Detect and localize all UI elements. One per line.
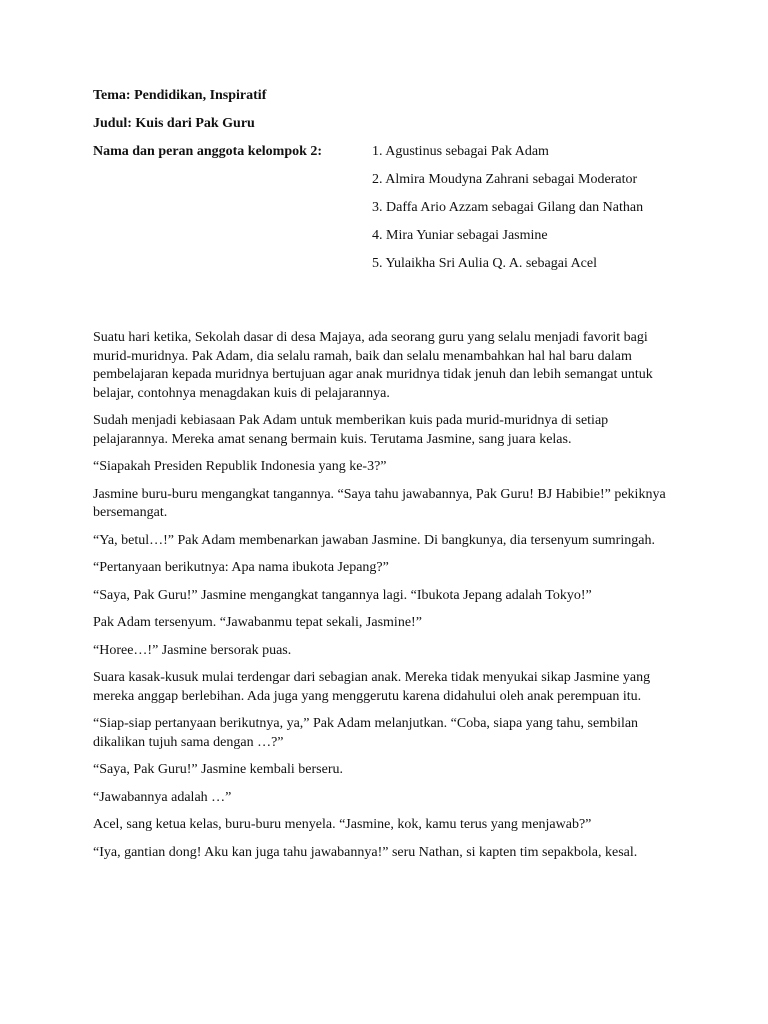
paragraph: “Saya, Pak Guru!” Jasmine mengangkat tangannya lagi. “Ibukota Jepang adalah Tokyo!”	[93, 587, 592, 603]
paragraph: “Pertanyaan berikutnya: Apa nama ibukota Jepang?”	[93, 560, 389, 575]
paragraph: “Saya, Pak Guru!” Jasmine kembali berseru.	[93, 762, 343, 777]
paragraph: Suatu hari ketika, Sekolah dasar di desa Majaya, ada seorang guru yang selalu menjadi favorit bagi murid-muridnya. Pak Adam, dia selalu ramah, baik dan selalu menambahkan hal hal baru dalam pembelajaran kepada muridnya bertujuan agar anak muridnya tidak jenuh dan lebih semangat untuk belajar, contohnya menagdakan kuis di pelajarannya.	[93, 330, 653, 401]
member-item: 2. Almira Moudyna Zahrani sebagai Moderator	[372, 172, 638, 187]
paragraph: Jasmine buru-buru mengangkat tangannya. “Saya tahu jawabannya, Pak Guru! BJ Habibie!” pekiknya bersemangat.	[93, 486, 666, 520]
theme-line: Tema: Pendidikan, Inspiratif	[93, 88, 267, 103]
member-item: 1. Agustinus sebagai Pak Adam	[372, 144, 549, 159]
paragraph: “Siapakah Presiden Republik Indonesia yang ke-3?”	[93, 459, 387, 474]
paragraph: Acel, sang ketua kelas, buru-buru menyela. “Jasmine, kok, kamu terus yang menjawab?”	[93, 817, 592, 832]
story-body	[93, 329, 683, 871]
paragraph: Sudah menjadi kebiasaan Pak Adam untuk memberikan kuis pada murid-muridnya di setiap pelajarannya. Mereka amat senang bermain kuis. Terutama Jasmine, sang juara kelas.	[93, 413, 609, 447]
members-label: Nama dan peran anggota kelompok 2:	[93, 144, 323, 159]
member-item: 3. Daffa Ario Azzam sebagai Gilang dan Nathan	[372, 200, 644, 215]
paragraph: “Ya, betul…!” Pak Adam membenarkan jawaban Jasmine. Di bangkunya, dia tersenyum sumringah.	[93, 532, 655, 548]
title-line: Judul: Kuis dari Pak Guru	[93, 116, 255, 131]
paragraph: Pak Adam tersenyum. “Jawabanmu tepat sekali, Jasmine!”	[93, 615, 422, 630]
member-item: 5. Yulaikha Sri Aulia Q. A. sebagai Acel	[372, 256, 597, 271]
member-item: 4. Mira Yuniar sebagai Jasmine	[372, 228, 548, 243]
paragraph: Suara kasak-kusuk mulai terdengar dari sebagian anak. Mereka tidak menyukai sikap Jasmine yang mereka anggap berlebihan. Ada juga yang menggerutu karena didahului oleh anak perempuan itu.	[93, 670, 651, 704]
paragraph: “Siap-siap pertanyaan berikutnya, ya,” Pak Adam melanjutkan. “Coba, siapa yang tahu, sembilan dikalikan tujuh sama dengan …?”	[93, 716, 639, 750]
paragraph: “Jawabannya adalah …”	[93, 789, 232, 805]
paragraph: “Iya, gantian dong! Aku kan juga tahu jawabannya!” seru Nathan, si kapten tim sepakbola, kesal.	[93, 844, 638, 860]
paragraph: “Horee…!” Jasmine bersorak puas.	[93, 642, 292, 658]
